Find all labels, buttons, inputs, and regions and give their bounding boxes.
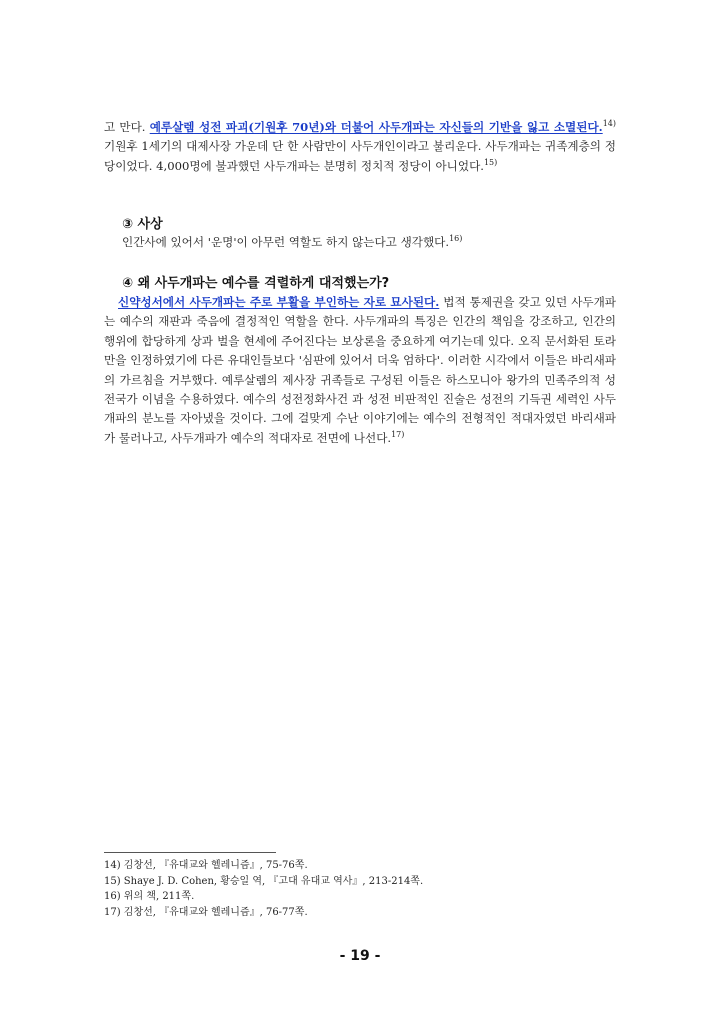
paragraph-body-text: 기원후 1세기의 대제사장 가운데 단 한 사람만이 사두개인이라고 불리운다. 사두개파는 귀족계층의 정당이었다. 4,000명에 불과했던 사두개파는 분명히 정치적 정당이 아니었다. (104, 139, 616, 173)
footnote-item: 16) 위의 책, 211쪽. (104, 891, 195, 903)
opposition-body-text: 법적 통제권을 갖고 있던 사두개파는 예수의 재판과 죽음에 결정적인 역할을 한다. 사두개파의 특징은 인간의 책임을 강조하고, 인간의 행위에 합당하게 상과 벌을 현세에 주어진다는 보상론을 중요하게 여기는데 있다. 오직 문서화된 토라만을 인정하였기에 다른 유대인들보다 '심판에 있어서 더욱 엄하다'. 이러한 시각에서 이들은 바리새파의 가르침을 거부했다. 예루살렘의 제사장 귀족들로 구성된 이들은 하스모니아 왕가의 민족주의적 성전국가 이념을 수용하였다. 예수의 성전정화사건 과 성전 비판적인 진술은 성전의 기득권 세력인 사두개파의 분노를 자아냈을 것이다. 그에 걸맞게 수난 이야기에는 예수의 전형적인 적대자였던 바리새파가 물러나고, 사두개파가 예수의 적대자로 전면에 나선다. (104, 295, 616, 445)
footnote-divider (104, 852, 276, 853)
footnote-item: 17) 김창선, 『유대교와 헬레니즘』, 76-77쪽. (104, 906, 308, 918)
section-heading-opposition: ④ 왜 사두개파는 예수를 격렬하게 대적했는가? (122, 276, 390, 291)
footnote-item: 14) 김창선, 『유대교와 헬레니즘』, 75-76쪽. (104, 860, 308, 871)
footnote-item: 15) Shaye J. D. Cohen, 황승일 역, 『고대 유대교 역사』, 213-214쪽. (104, 875, 424, 887)
paragraph-thought (122, 233, 616, 252)
highlighted-sentence-temple-destruction: 예루살렘 성전 파괴(기원후 70년)와 더불어 사두개파는 자신들의 기반을 잃고 소멸된다. (149, 120, 603, 134)
paragraph-opposition (104, 293, 616, 448)
section-heading-thought: ③ 사상 (122, 217, 163, 232)
thought-text: 인간사에 있어서 '운명'이 아무런 역할도 하지 않는다고 생각했다. (122, 235, 450, 249)
footnote-list (104, 858, 624, 920)
footnote-ref-15[interactable]: 15) (483, 157, 498, 167)
footnote-ref-14[interactable]: 14) (602, 119, 616, 129)
page-number: - 19 - (339, 948, 381, 964)
highlighted-sentence-resurrection: 신약성서에서 사두개파는 주로 부활을 부인하는 자로 묘사된다. (118, 295, 440, 309)
paragraph-sadducee-decline (104, 118, 616, 176)
footnote-ref-16[interactable]: 16) (449, 234, 463, 244)
paragraph-lead-text: 고 만다. (104, 120, 150, 134)
footnote-ref-17[interactable]: 17) (391, 429, 405, 439)
